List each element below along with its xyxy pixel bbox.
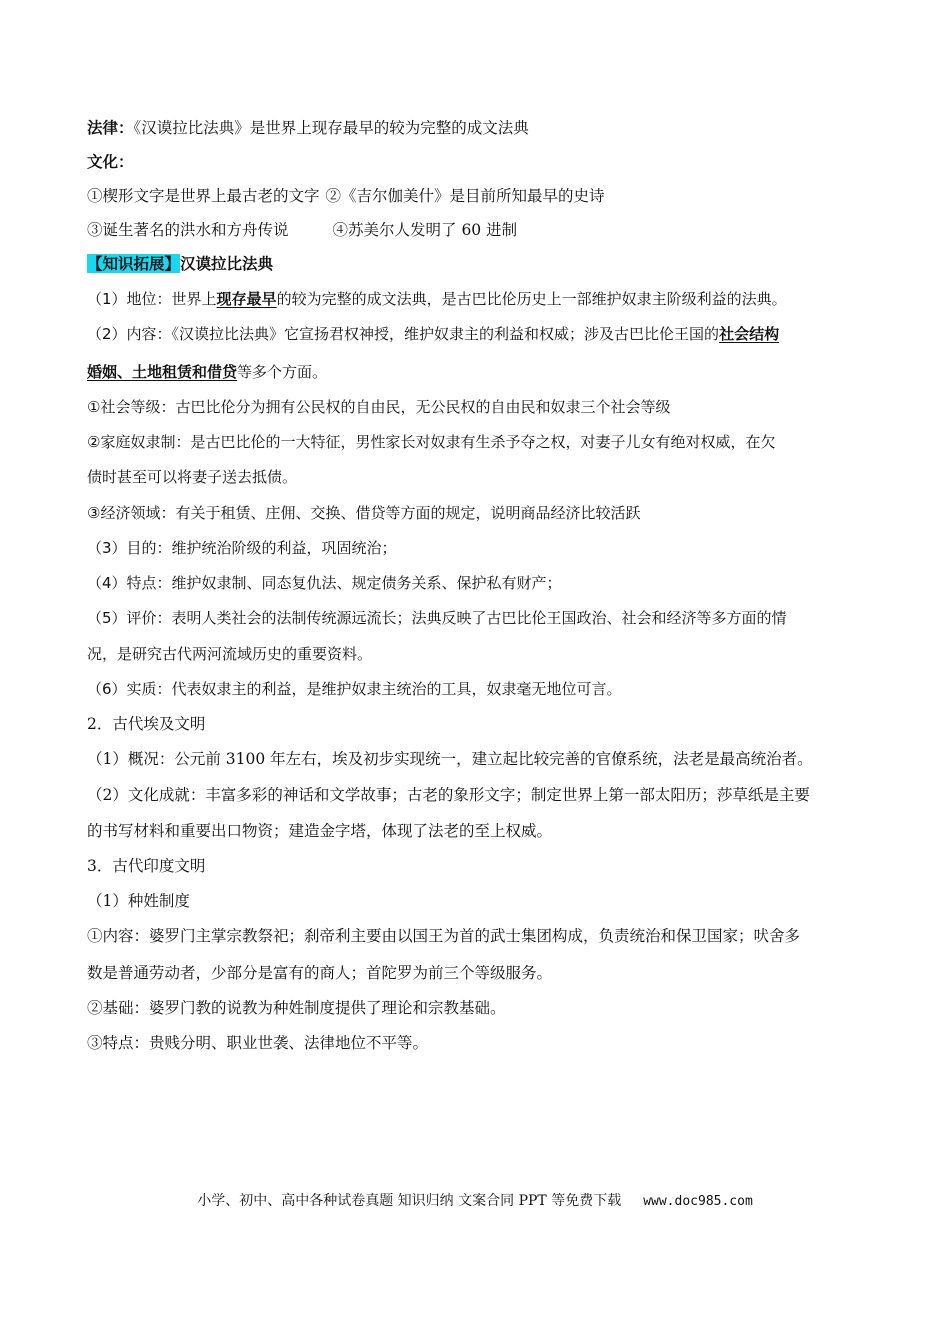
code-content-pre: （2）内容：《汉谟拉比法典》它宣扬君权神授，维护奴隶主的利益和权威；涉及古巴比伦王国的 [87, 325, 720, 343]
law-line [87, 117, 877, 139]
knowledge-extension-title: 汉谟拉比法典 [180, 254, 274, 273]
purpose-line: （3）目的：维护统治阶级的利益，巩固统治； [87, 539, 397, 557]
footer-text: 小学、初中、高中各种试卷真题 知识归纳 文案合同 PPT 等免费下载 [197, 1193, 622, 1209]
code-content-post: 等多个方面。 [237, 363, 328, 381]
caste-content-line-1: ①内容：婆罗门主掌宗教祭祀；刹帝利主要由以国王为首的武士集团构成，负责统治和保卫国家；吠舍多 [87, 927, 801, 945]
culture-heading [87, 151, 877, 173]
features-line: （4）特点：维护奴隶制、同态复仇法、规定债务关系、保护私有财产； [87, 574, 562, 592]
culture-item-3: ③诞生著名的洪水和方舟传说 [87, 221, 289, 239]
knowledge-extension-heading [87, 253, 877, 275]
culture-item-4: ④苏美尔人发明了 60 进制 [332, 221, 518, 239]
code-content-emphasis-1: 社会结构 [719, 325, 780, 343]
evaluation-line-1: （5）评价：表明人类社会的法制传统源远流长；法典反映了古巴比伦王国政治、社会和经济等多方面的情 [87, 609, 787, 627]
egypt-overview-line: （1）概况：公元前 3100 年左右，埃及初步实现统一，建立起比较完善的官僚系统，法老是最高统治者。 [87, 750, 813, 768]
code-content-line-1 [87, 323, 877, 345]
egypt-culture-line-1: （2）文化成就：丰富多彩的神话和文学故事；古老的象形文字；制定世界上第一部太阳历；莎草纸是主要 [87, 786, 810, 804]
law-text: 《汉谟拉比法典》是世界上现存最早的较为完整的成文法典 [133, 119, 529, 137]
evaluation-line-2: 况，是研究古代两河流域历史的重要资料。 [87, 645, 373, 663]
essence-line: （6）实质：代表奴隶主的利益，是维护奴隶主统治的工具，奴隶毫无地位可言。 [87, 680, 622, 698]
law-label: 法律： [87, 118, 134, 137]
code-status-post: 的较为完整的成文法典，是古巴比伦历史上一部维护奴隶主阶级利益的法典。 [276, 290, 787, 308]
code-status-pre: （1）地位：世界上 [87, 290, 217, 308]
culture-items-2 [87, 219, 877, 241]
egypt-culture-line-2: 的书写材料和重要出口物资；建造金字塔，体现了法老的至上权威。 [87, 822, 553, 840]
culture-item-1: ①楔形文字是世界上最古老的文字 [87, 187, 320, 205]
caste-basis-line: ②基础：婆罗门教的说教为种姓制度提供了理论和宗教基础。 [87, 999, 506, 1017]
culture-items-1 [87, 185, 877, 207]
caste-system-heading: （1）种姓制度 [87, 892, 190, 910]
india-heading: 3．古代印度文明 [87, 857, 206, 875]
footer-url[interactable]: www.doc985.com [643, 1194, 753, 1209]
economy-line: ③经济领域：有关于租赁、庄佣、交换、借贷等方面的规定，说明商品经济比较活跃 [87, 504, 641, 522]
code-status-emphasis: 现存最早 [216, 290, 277, 308]
code-status-line [87, 288, 877, 310]
knowledge-extension-tag: 【知识拓展】 [87, 254, 181, 273]
culture-item-2: ②《吉尔伽美什》是目前所知最早的史诗 [325, 187, 605, 205]
code-content-line-2 [87, 361, 877, 383]
code-content-emphasis-2: 婚姻、土地租赁和借贷 [87, 363, 238, 381]
culture-label: 文化： [87, 152, 134, 171]
family-slavery-line-2: 债时甚至可以将妻子送去抵债。 [87, 468, 298, 486]
caste-features-line: ③特点：贵贱分明、职业世袭、法律地位不平等。 [87, 1034, 429, 1052]
family-slavery-line-1: ②家庭奴隶制：是古巴比伦的一大特征，男性家长对奴隶有生杀予夺之权，对妻子儿女有绝对权威，在欠 [87, 433, 776, 451]
egypt-heading: 2．古代埃及文明 [87, 715, 206, 733]
caste-content-line-2: 数是普通劳动者，少部分是富有的商人；首陀罗为前三个等级服务。 [87, 964, 553, 982]
page-footer [0, 1191, 950, 1212]
social-class-line: ①社会等级：古巴比伦分为拥有公民权的自由民，无公民权的自由民和奴隶三个社会等级 [87, 398, 671, 416]
